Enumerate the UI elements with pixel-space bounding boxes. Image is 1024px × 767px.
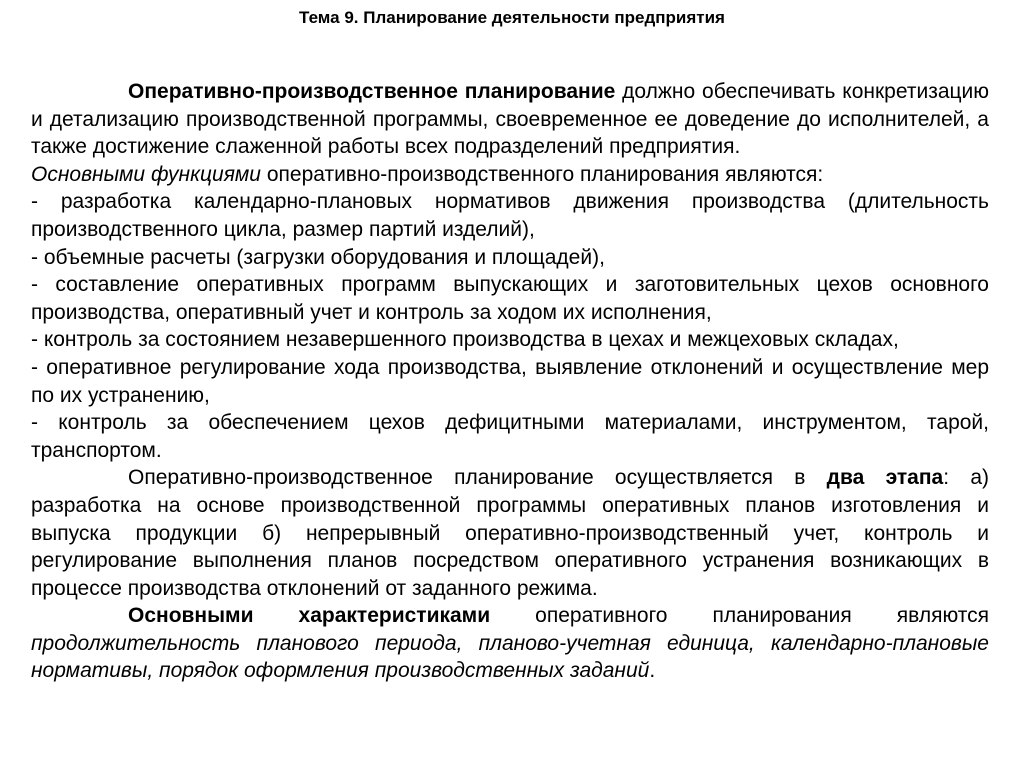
- characteristics-emphasis: Основными характеристиками: [128, 604, 491, 628]
- list-item: - контроль за состоянием незавершенного производства в цехах и межцеховых складах,: [31, 328, 899, 352]
- term-operational-planning: Оперативно-производственное планирование: [128, 80, 616, 103]
- list-item: - оперативное регулирование хода производства, выявление отклонений и осуществление мер по их устранению,: [31, 355, 989, 407]
- list-item: - контроль за обеспечением цехов дефицитными материалами, инструментом, тарой, транспортом.: [31, 411, 989, 462]
- stages-text-start: Оперативно-производственное планирование осуществляется в: [128, 466, 827, 490]
- characteristics-end: .: [649, 659, 656, 683]
- list-item: - разработка календарно-плановых нормативов движения производства (длительность производственного цикла, размер партий изделий),: [31, 190, 989, 241]
- stages-paragraph: [31, 464, 989, 602]
- list-item: - составление оперативных программ выпускающих и заготовительных цехов основного производства, оперативный учет и контроль за ходом их исполнения,: [31, 273, 989, 324]
- stages-emphasis: два этапа: [826, 466, 944, 490]
- characteristics-list: продолжительность планового периода, планово-учетная единица, календарно-плановые нормативы, порядок оформления производственных заданий: [31, 631, 989, 683]
- stages-text-end: : а) разработка на основе производственной программы оперативных планов изготовления и выпуска продукции б) непрерывный оперативно-производственный учет, контроль и регулирование выполнения планов посредством оперативного устранения возникающих в процессе производства отклонений от заданного режима.: [31, 466, 990, 600]
- functions-intro: [31, 161, 989, 189]
- intro-paragraph: [31, 78, 989, 161]
- intro-paragraph-text: должно обеспечивать конкретизацию и детализацию производственной программы, своевременное ее доведение до исполнителей, а также достижение слаженной работы всех подразделений предприятия.: [31, 80, 990, 159]
- characteristics-text: оперативного планирования являются: [490, 604, 990, 628]
- page-title: Тема 9. Планирование деятельности предприятия: [299, 8, 725, 27]
- functions-intro-emphasis: Основными функциями: [31, 162, 261, 186]
- characteristics-paragraph: [31, 602, 989, 685]
- content-body: [31, 78, 989, 685]
- list-item: - объемные расчеты (загрузки оборудования и площадей),: [31, 245, 605, 269]
- functions-intro-text: оперативно-производственного планирования являются:: [261, 162, 824, 186]
